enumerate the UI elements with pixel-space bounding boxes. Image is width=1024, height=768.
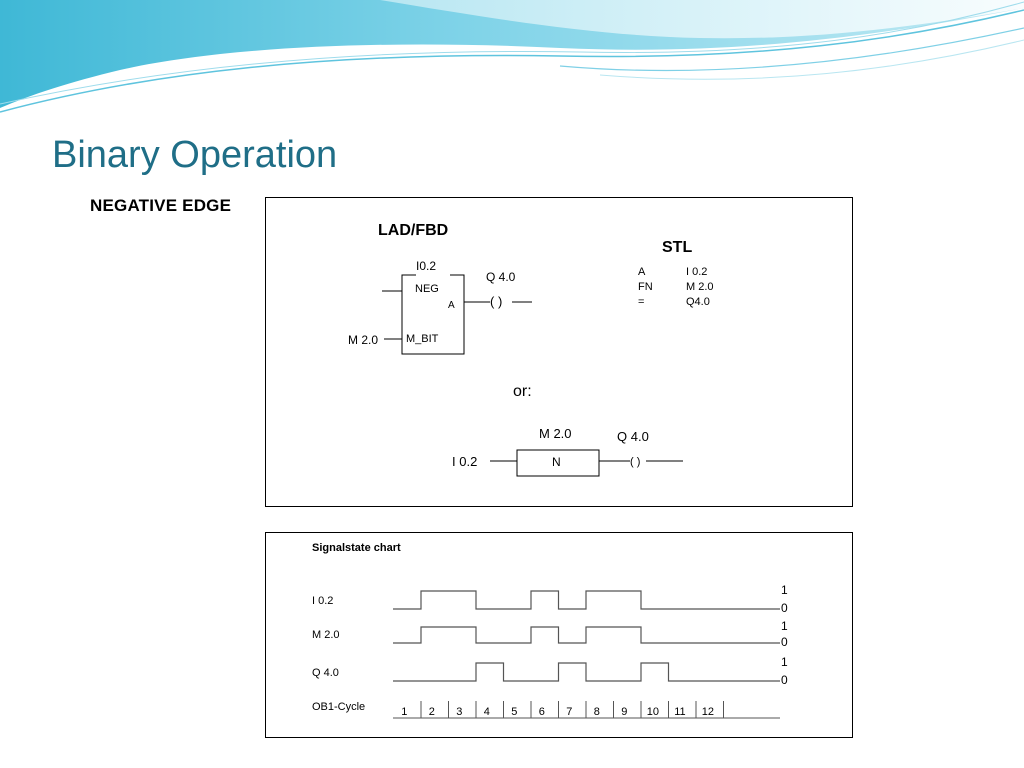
cycle-number: 12	[701, 706, 714, 718]
signal-chart-frame	[265, 532, 853, 738]
stl-op-3: =	[638, 296, 645, 308]
low-level-label: 0	[781, 601, 788, 615]
stl-operand-1: I 0.2	[686, 266, 708, 278]
signal-state-chart	[266, 533, 852, 737]
lad-fbd-heading: LAD/FBD	[378, 222, 449, 239]
signal-name: M 2.0	[312, 629, 340, 641]
cycle-number: 9	[621, 706, 628, 718]
output-coil: ( )	[490, 294, 503, 309]
stl-operand-3: Q4.0	[686, 296, 710, 308]
cycle-number: 3	[456, 706, 463, 718]
stl-op-2: FN	[638, 281, 653, 293]
header-wave	[0, 0, 1024, 120]
high-level-label: 1	[781, 655, 788, 669]
cycle-number: 6	[538, 706, 545, 718]
n-box-label: N	[552, 455, 561, 469]
output-pin-label: A	[448, 300, 455, 311]
or-label: or:	[513, 383, 532, 400]
section-label: NEGATIVE EDGE	[90, 196, 232, 215]
stl-heading: STL	[662, 239, 693, 256]
cycle-number: 1	[401, 706, 408, 718]
slide-title: Binary Operation	[52, 134, 338, 176]
cycle-number: 5	[511, 706, 518, 718]
memory-address: M 2.0	[348, 333, 379, 347]
stl-op-1: A	[638, 266, 646, 278]
cycle-number: 11	[674, 706, 686, 718]
cycle-number: 10	[646, 706, 659, 718]
signal-waveform	[393, 627, 780, 643]
high-level-label: 1	[781, 583, 788, 597]
signal-waveform	[393, 591, 780, 609]
signal-name: I 0.2	[312, 595, 334, 607]
cycle-number: 2	[428, 706, 435, 718]
output-address: Q 4.0	[486, 270, 516, 284]
stl-operand-2: M 2.0	[686, 281, 714, 293]
high-level-label: 1	[781, 619, 788, 633]
instruction-diagram-frame	[265, 197, 853, 507]
instruction-diagram	[266, 198, 852, 506]
cycle-number: 4	[483, 706, 490, 718]
cycle-label: OB1-Cycle	[312, 701, 366, 713]
cycle-number: 8	[593, 706, 600, 718]
low-level-label: 0	[781, 635, 788, 649]
alt-output-address: Q 4.0	[617, 429, 649, 444]
low-level-label: 0	[781, 673, 788, 687]
alt-input-address: I 0.2	[452, 454, 478, 469]
input-address: I0.2	[416, 259, 437, 273]
neg-box-label: NEG	[415, 283, 439, 295]
chart-title: Signalstate chart	[312, 542, 401, 554]
signal-name: Q 4.0	[312, 667, 339, 679]
memory-pin-label: M_BIT	[406, 333, 439, 345]
cycle-number: 7	[566, 706, 573, 718]
alt-memory-address: M 2.0	[539, 426, 572, 441]
signal-waveform	[393, 663, 780, 681]
alt-coil: ( )	[630, 456, 641, 468]
